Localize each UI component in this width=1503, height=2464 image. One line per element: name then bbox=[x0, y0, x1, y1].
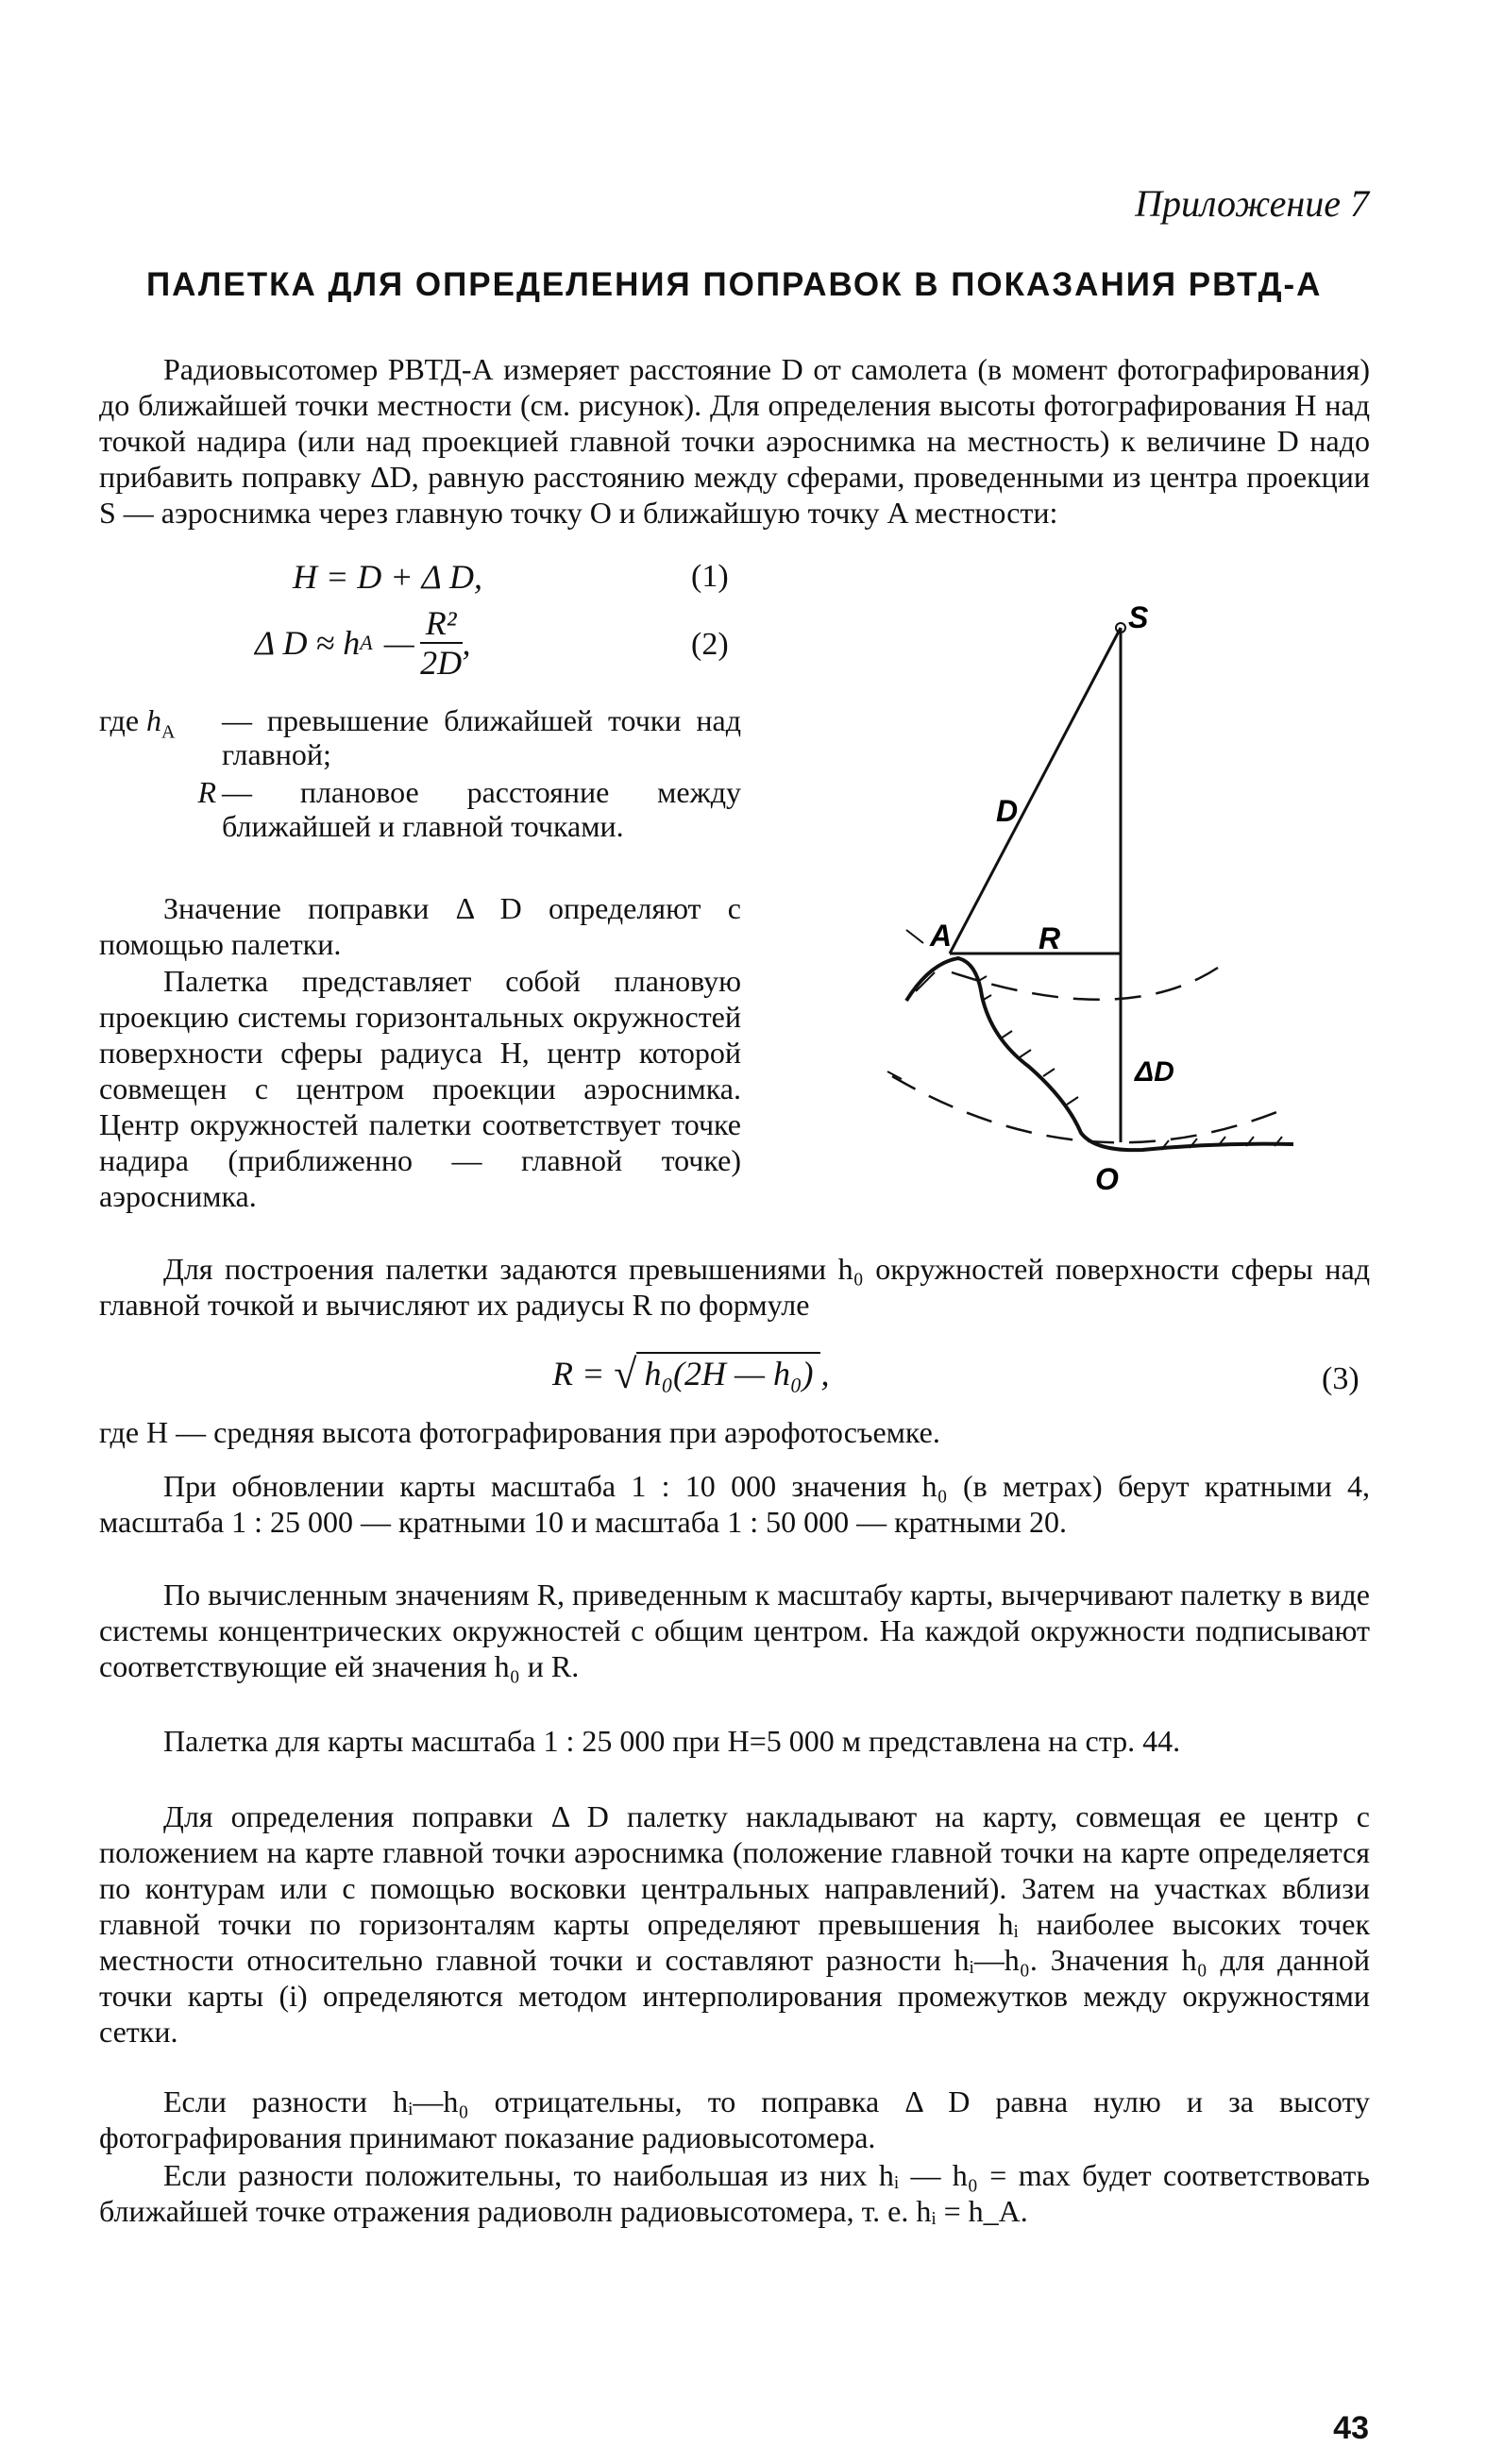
paragraph-1: При обновлении карты масштаба 1 : 10 000 значения h₀ (в метрах) берут кратными 4, масштаба 1 : 25 000 — кратными 10 и масштаба 1 : 50 000 — кратными 20. bbox=[99, 1469, 1370, 1539]
definitions bbox=[99, 703, 741, 843]
sphere-arc-O bbox=[892, 1076, 1284, 1142]
formula-2-fraction bbox=[420, 604, 463, 682]
label-D: D bbox=[996, 794, 1019, 828]
page-number: 43 bbox=[1333, 2410, 1369, 2446]
sphere-figure bbox=[840, 585, 1369, 1208]
paragraph-2: По вычисленным значениям R, приведенным к масштабу карты, вычерчивают палетку в виде системы концентрических окружностей с общим центром. На каждой окружности подписывают соответствующие ей значения h₀ и R. bbox=[99, 1578, 1370, 1683]
hA-sub: A bbox=[161, 721, 176, 743]
formula-3-comma: , bbox=[820, 1355, 830, 1392]
label-S: S bbox=[1128, 600, 1149, 634]
formula-2-minus: — bbox=[383, 624, 414, 662]
arc-ends bbox=[887, 930, 923, 1079]
definition-hA-text: — превышение ближайшей точки над главной; bbox=[222, 703, 741, 771]
left-paragraph-2: Палетка представляет собой плановую проекцию системы горизонтальных окружностей поверхности сферы радиуса H, центр которой совмещен с центром проекции аэроснимка. Центр окружностей палетки соответствует точке надира (приближенно — главной точке) аэроснимка. bbox=[99, 964, 741, 1213]
formula-2-denominator: 2D bbox=[420, 644, 463, 682]
page-title: ПАЛЕТКА ДЛЯ ОПРЕДЕЛЕНИЯ ПОПРАВОК В ПОКАЗАНИЯ РВТД-А bbox=[146, 266, 1323, 303]
label-A: A bbox=[930, 919, 953, 953]
intro-paragraph: Радиовысотомер РВТД-А измеряет расстояние D от самолета (в момент фотографирования) до ближайшей точки местности (см. рисунок). Для определения высоты фотографирования H над точкой надира (или над проекцией главной точки аэроснимка на местность) к величине D надо прибавить поправку ΔD, равную расстоянию между сферами, проведенными из центра проекции S — аэроснимка через главную точку O и ближайшую точку A местности: bbox=[99, 352, 1370, 530]
paragraph-build: Для построения палетки задаются превышениями h₀ окружностей поверхности сферы над главной точкой и вычисляют их радиусы R по формуле bbox=[99, 1252, 1370, 1322]
paragraph-5: Если разности hᵢ—h₀ отрицательны, то поправка Δ D равна нулю и за высоту фотографирования принимают показание радиовысотомера. bbox=[99, 2084, 1370, 2154]
formula-2-comma: , bbox=[462, 624, 471, 662]
line-D bbox=[950, 628, 1121, 954]
sqrt-icon: √ bbox=[614, 1351, 637, 1397]
where-word: где bbox=[99, 703, 140, 737]
paragraph-3: Палетка для карты масштаба 1 : 25 000 при H=5 000 м представлена на стр. 44. bbox=[163, 1724, 1181, 1758]
label-O: O bbox=[1095, 1162, 1119, 1196]
formula-3-number: (3) bbox=[1322, 1361, 1359, 1396]
formula-3-radicand: h₀(2H — h₀) bbox=[636, 1352, 820, 1393]
formula-2-sub: A bbox=[360, 631, 373, 654]
paragraph-4: Для определения поправки Δ D палетку накладывают на карту, совмещая ее центр с положением на карте главной точки аэроснимка (положение главной точки на карте определяется по контурам или с помощью восковки центральных направлений). Затем на участках вблизи главной точки по горизонталям карты определяют превышения hᵢ наиболее высоких точек местности относительно главной точки и составляют разности hᵢ—h₀. Значения h₀ для данной точки карты (i) определяются методом интерполирования промежутков между окружностями сетки. bbox=[99, 1799, 1370, 2049]
label-R: R bbox=[1039, 921, 1061, 955]
formula-2-left: Δ D ≈ h bbox=[255, 624, 361, 662]
left-paragraph-1: Значение поправки Δ D определяют с помощью палетки. bbox=[99, 891, 741, 961]
label-dD: ΔD bbox=[1135, 1056, 1174, 1088]
formula-2 bbox=[255, 604, 471, 682]
formula-3-left: R = bbox=[552, 1355, 605, 1392]
hA-symbol: h bbox=[146, 703, 162, 737]
paragraph-6: Если разности положительны, то наибольшая из них hᵢ — h₀ = max будет соответствовать ближайшей точке отражения радиоволн радиовысотомера, т. е. hᵢ = h_A. bbox=[99, 2158, 1370, 2228]
formula-2-number: (2) bbox=[691, 627, 729, 662]
formula-1: H = D + Δ D, bbox=[293, 558, 483, 596]
definition-R-text: — плановое расстояние между ближайшей и главной точками. bbox=[222, 775, 741, 843]
formula-3 bbox=[552, 1351, 830, 1397]
definition-R-term bbox=[99, 775, 222, 843]
where-H: где H — средняя высота фотографирования при аэрофотосъемке. bbox=[99, 1415, 940, 1449]
sphere-arc-A bbox=[952, 968, 1218, 1000]
formula-2-numerator: R² bbox=[420, 604, 463, 644]
appendix-label: Приложение 7 bbox=[1135, 182, 1369, 225]
terrain-line bbox=[906, 958, 1293, 1150]
formula-1-number: (1) bbox=[691, 559, 729, 594]
definition-hA-term bbox=[99, 703, 222, 771]
R-symbol: R bbox=[197, 775, 216, 809]
